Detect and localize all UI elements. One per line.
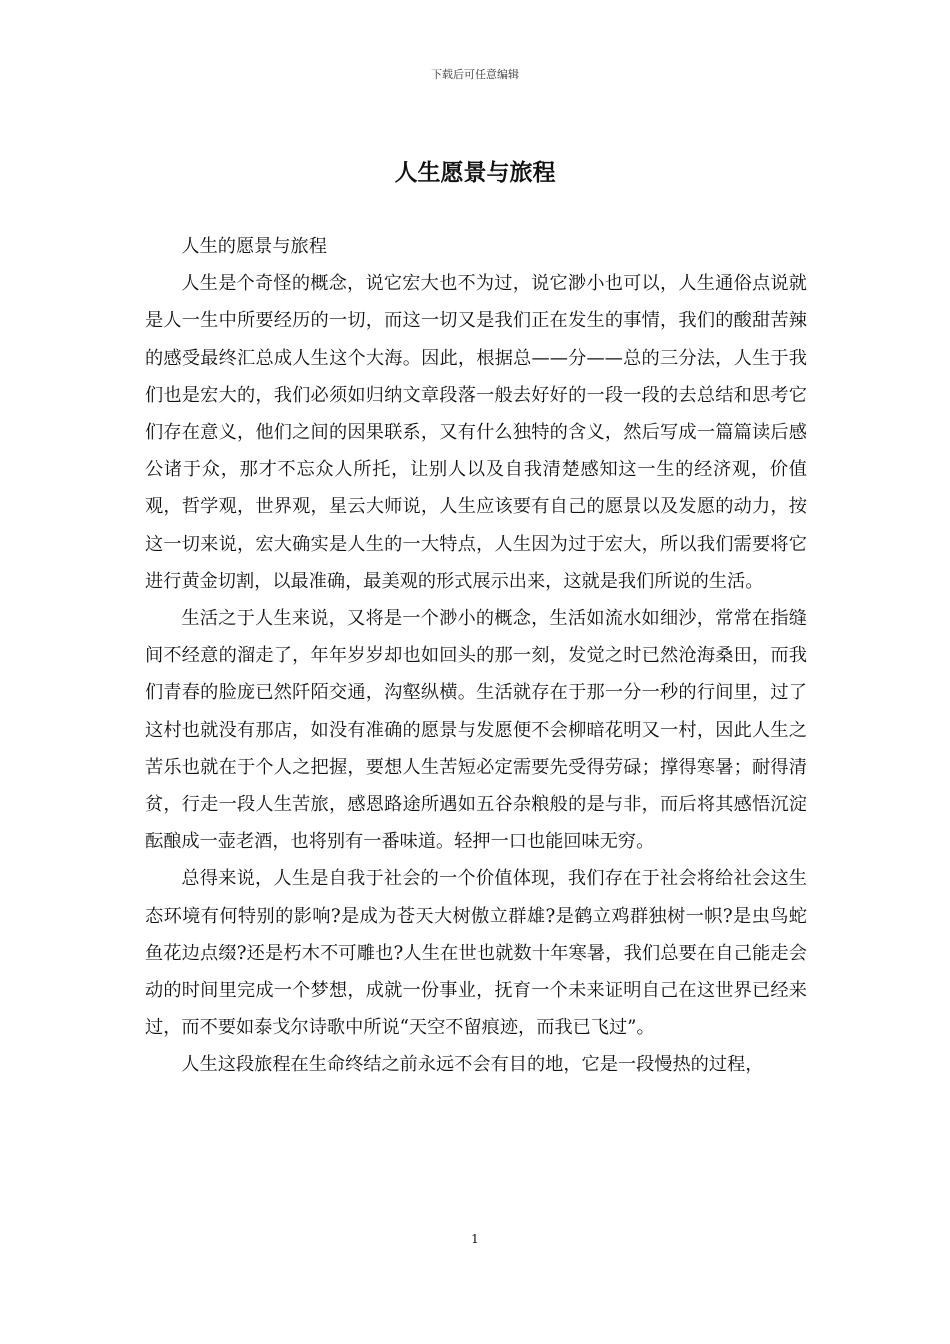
- body-paragraph: 人生这段旅程在生命终结之前永远不会有目的地，它是一段慢热的过程，: [181, 1054, 764, 1076]
- subtitle-paragraph: 人生的愿景与旅程: [181, 236, 327, 257]
- body-paragraph: 人生是个奇怪的概念，说它宏大也不为过，说它渺小也可以，人生通俗点说就是人一生中所要经历的一切，而这一切又是我们正在发生的事情，我们的酸甜苦辣的感受最终汇总成人生这个大海。因此，根据总——分——总的三分法，人生于我们也是宏大的，我们必须如归纳文章段落一般去好好的一段一段的去总结和思考它们存在意义，他们之间的因果联系，又有什么独特的含义，然后写成一篇篇读后感公诸于众，那才不忘众人所托，让别人以及自我清楚感知这一生的经济观，价值观，哲学观，世界观，星云大师说，人生应该要有自己的愿景以及发愿的动力，按这一切来说，宏大确实是人生的一大特点，人生因为过于宏大，所以我们需要将它进行黄金切割，以最准确，最美观的形式展示出来，这就是我们所说的生活。: [145, 273, 807, 592]
- body-paragraph: 生活之于人生来说，又将是一个渺小的概念，生活如流水如细沙，常常在指缝间不经意的溜走了，年年岁岁却也如回头的那一刻，发觉之时已然沧海桑田，而我们青春的脸庞已然阡陌交通，沟壑纵横。生活就存在于那一分一秒的行间里，过了这村也就没有那店，如没有准确的愿景与发愿便不会柳暗花明又一村，因此人生之苦乐也就在于个人之把握，要想人生苦短必定需要先受得劳碌；撑得寒暑；耐得清贫，行走一段人生苦旅，感恩路途所遇如五谷杂粮般的是与非，而后将其感悟沉淀酝酿成一壶老酒，也将别有一番味道。轻押一口也能回味无穷。: [145, 608, 807, 853]
- document-title: 人生愿景与旅程: [394, 159, 556, 186]
- document-body: [145, 228, 807, 1084]
- body-paragraph: 总得来说，人生是自我于社会的一个价值体现，我们存在于社会将给社会这生态环境有何特别的影响?是成为苍天大树傲立群雄?是鹤立鸡群独树一帜?是虫鸟蛇鱼花边点缀?还是朽木不可雕也?人生在世也就数十年寒暑，我们总要在自己能走会动的时间里完成一个梦想，成就一份事业，抚育一个未来证明自己在这世界已经来过，而不要如泰戈尔诗歌中所说“天空不留痕迹，而我已飞过”。: [145, 868, 807, 1039]
- page-number: 1: [471, 1232, 479, 1246]
- header-note: 下载后可任意编辑: [431, 68, 519, 81]
